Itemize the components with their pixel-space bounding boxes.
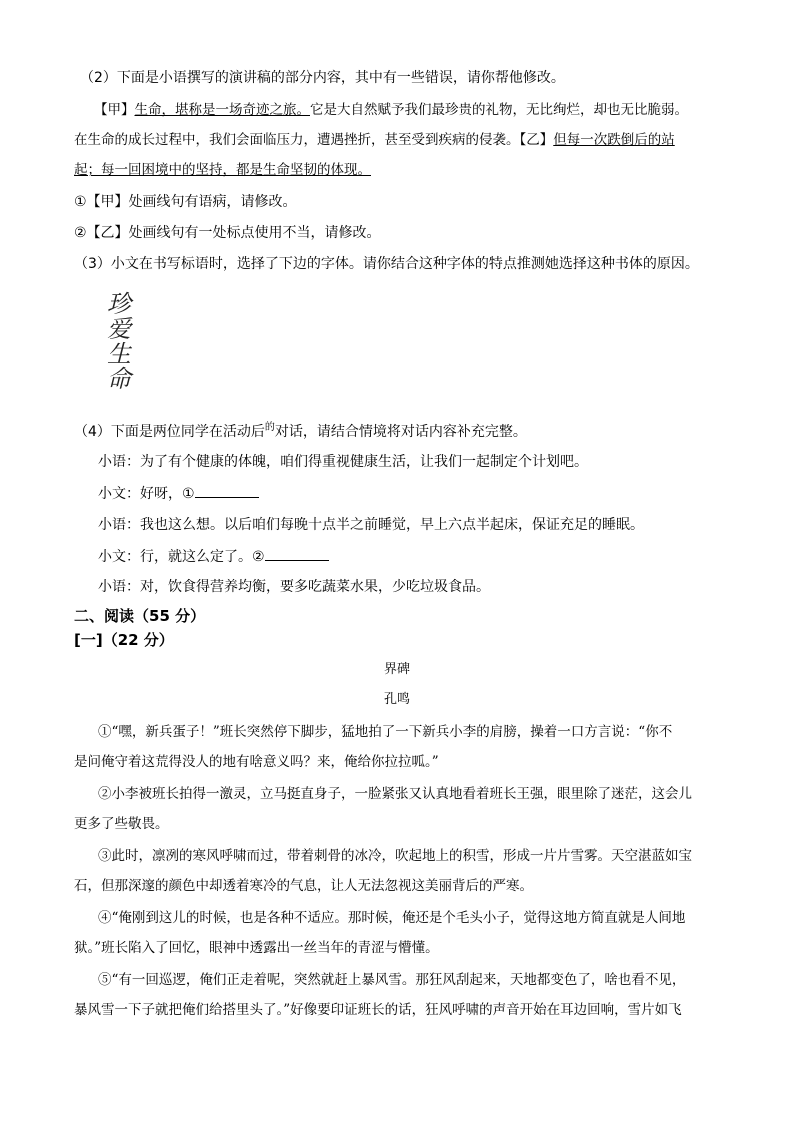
article-line: 更多了些敬畏。 [74,816,169,832]
answer-blank-1[interactable] [195,483,259,498]
calligraphy-char: 生 [107,340,131,368]
article-line: 石，但那深邃的颜色中却透着寒冷的气息，让人无法忽视这美丽背后的严寒。 [74,878,533,894]
article-line: ①“嘿，新兵蛋子！”班长突然停下脚步，猛地拍了一下新兵小李的肩膀，操着一口方言说：“你不 [98,724,673,740]
q2-passage-line-3 [74,160,371,180]
article-line: ③此时，凛冽的寒风呼啸而过，带着刺骨的冰冷，吹起地上的积雪，形成一片片雪雾。天空湛蓝如宝 [98,848,692,864]
q2-item-1: ①【甲】处画线句有语病，请修改。 [74,194,297,210]
section-heading: 二、阅读（55 分） [74,607,206,625]
calligraphy-char: 爱 [107,315,131,343]
dialogue-line-5: 小语：对，饮食得营养均衡，要多吃蔬菜水果，少吃垃圾食品。 [98,579,490,595]
calligraphy-char: 珍 [107,290,131,318]
q2-passage-line-2 [74,130,675,150]
q2-item-2: ②【乙】处画线句有一处标点使用不当，请修改。 [74,225,381,241]
q4-prompt-a: （4）下面是两位同学在活动后 [74,424,265,440]
article-line: ⑤“有一回巡逻，俺们正走着呢，突然就赶上暴风雪。那狂风刮起来，天地都变色了，啥也看不见， [98,972,686,988]
article-line: 是问俺守着这荒得没人的地有啥意义吗？来，俺给你拉拉呱。” [74,754,439,770]
article-line: 暴风雪一下子就把俺们给搭里头了。”好像要印证班长的话，狂风呼啸的声音开始在耳边回响，雪片如飞 [74,1002,682,1018]
q3-prompt: （3）小文在书写标语时，选择了下边的字体。请你结合这种字体的特点推测她选择这种书体的原因。 [74,256,699,272]
q2-prompt: （2）下面是小语撰写的演讲稿的部分内容，其中有一些错误，请你帮他修改。 [80,70,565,86]
q2-underline-yi-part2: 起；每一回困境中的坚持，都是生命坚韧的体现。 [74,162,371,178]
article-line: ④“俺刚到这儿的时候，也是各种不适应。那时候，俺还是个毛头小子，觉得这地方简直就是人间地 [98,910,686,926]
article-author: 孔鸣 [383,692,410,707]
dialogue-line-3: 小语：我也这么想。以后咱们每晚十点半之前睡觉，早上六点半起床，保证充足的睡眠。 [98,517,644,533]
q2-underline-yi-part1: 但每一次跌倒后的站 [553,132,675,148]
article-line: ②小李被班长拍得一激灵，立马挺直身子，一脸紧张又认真地看着班长王强，眼里除了迷茫，这会儿 [98,786,692,802]
dialogue-line-4-text: 小文：行，就这么定了。② [98,549,265,565]
calligraphy-image [98,292,140,392]
q2-line1-rest: 它是大自然赋予我们最珍贵的礼物，无比绚烂，却也无比脆弱。 [310,102,688,118]
dialogue-line-4 [98,546,329,567]
q4-prompt-sup: 的 [264,422,275,433]
q2-line2-text: 在生命的成长过程中，我们会面临压力，遭遇挫折，甚至受到疾病的侵袭。【乙】 [74,132,554,148]
subsection-heading: [一]（22 分） [74,631,174,649]
dialogue-line-2-text: 小文：好呀，① [98,486,195,502]
q2-underline-jia: 生命，堪称是一场奇迹之旅。 [134,102,310,118]
dialogue-line-2 [98,483,259,504]
article-title: 界碑 [383,662,410,677]
q4-prompt-b: 对话，请结合情境将对话内容补充完整。 [274,424,527,440]
answer-blank-2[interactable] [265,546,329,561]
dialogue-line-1: 小语：为了有个健康的体魄，咱们得重视健康生活，让我们一起制定个计划吧。 [98,454,588,470]
q4-prompt [74,418,527,442]
q2-mark-jia: 【甲】 [94,102,135,118]
q2-passage-line-1 [94,100,688,120]
article-line: 狱。”班长陷入了回忆，眼神中透露出一丝当年的青涩与懵懂。 [74,940,439,956]
calligraphy-char: 命 [107,365,131,393]
